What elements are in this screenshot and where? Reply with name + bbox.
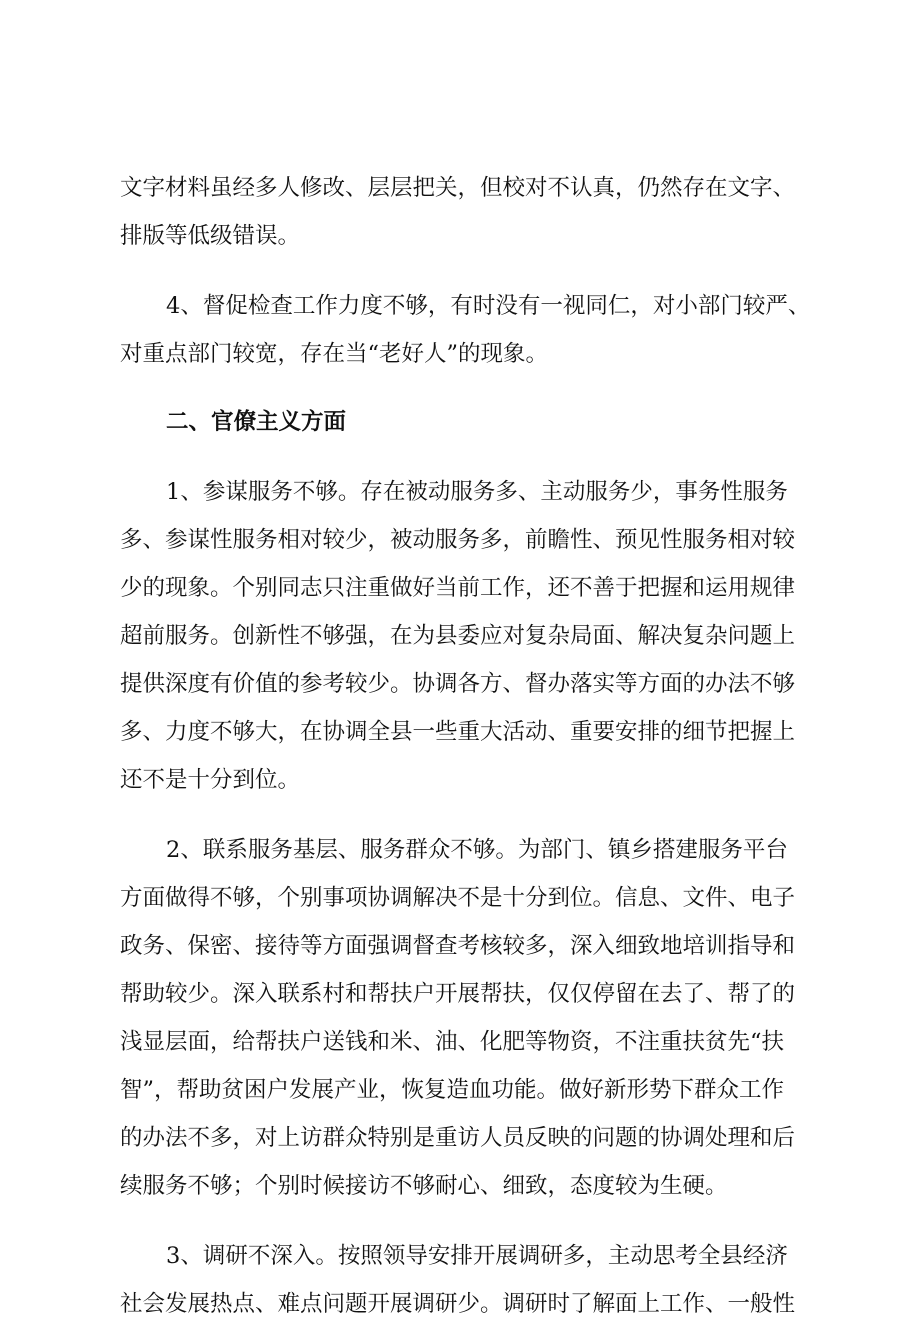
paragraph-line: 3、调研不深入。按照领导安排开展调研多，主动思考全县经济 [166, 1243, 788, 1269]
text-line: 还不是十分到位。 [120, 767, 301, 793]
text-line: 方面做得不够，个别事项协调解决不是十分到位。信息、文件、电子 [120, 885, 796, 911]
text-line: 超前服务。创新性不够强，在为县委应对复杂局面、解决复杂问题上 [120, 623, 796, 649]
text-line: 提供深度有价值的参考较少。协调各方、督办落实等方面的办法不够 [120, 671, 796, 697]
paragraph-line: 1、参谋服务不够。存在被动服务多、主动服务少，事务性服务 [166, 479, 788, 505]
text-line: 续服务不够；个别时候接访不够耐心、细致，态度较为生硬。 [120, 1173, 728, 1199]
paragraph-line: 4、督促检查工作力度不够，有时没有一视同仁，对小部门较严、 [166, 293, 811, 319]
text-line: 对重点部门较宽，存在当“老好人”的现象。 [120, 341, 549, 367]
text-line: 多、参谋性服务相对较少，被动服务多，前瞻性、预见性服务相对较 [120, 527, 796, 553]
text-line: 排版等低级错误。 [120, 223, 301, 249]
text-line: 帮助较少。深入联系村和帮扶户开展帮扶，仅仅停留在去了、帮了的 [120, 981, 796, 1007]
text-line: 浅显层面，给帮扶户送钱和米、油、化肥等物资，不注重扶贫先“扶 [120, 1029, 785, 1055]
text-line: 文字材料虽经多人修改、层层把关，但校对不认真，仍然存在文字、 [120, 175, 796, 201]
paragraph-line: 2、联系服务基层、服务群众不够。为部门、镇乡搭建服务平台 [166, 837, 788, 863]
text-line: 政务、保密、接待等方面强调督查考核较多，深入细致地培训指导和 [120, 933, 796, 959]
text-line: 少的现象。个别同志只注重做好当前工作，还不善于把握和运用规律 [120, 575, 796, 601]
section-heading: 二、官僚主义方面 [166, 409, 347, 435]
text-line: 多、力度不够大，在协调全县一些重大活动、重要安排的细节把握上 [120, 719, 796, 745]
text-line: 的办法不多，对上访群众特别是重访人员反映的问题的协调处理和后 [120, 1125, 796, 1151]
text-line: 社会发展热点、难点问题开展调研少。调研时了解面上工作、一般性 [120, 1291, 796, 1317]
text-line: 智”，帮助贫困户发展产业，恢复造血功能。做好新形势下群众工作 [120, 1077, 785, 1103]
